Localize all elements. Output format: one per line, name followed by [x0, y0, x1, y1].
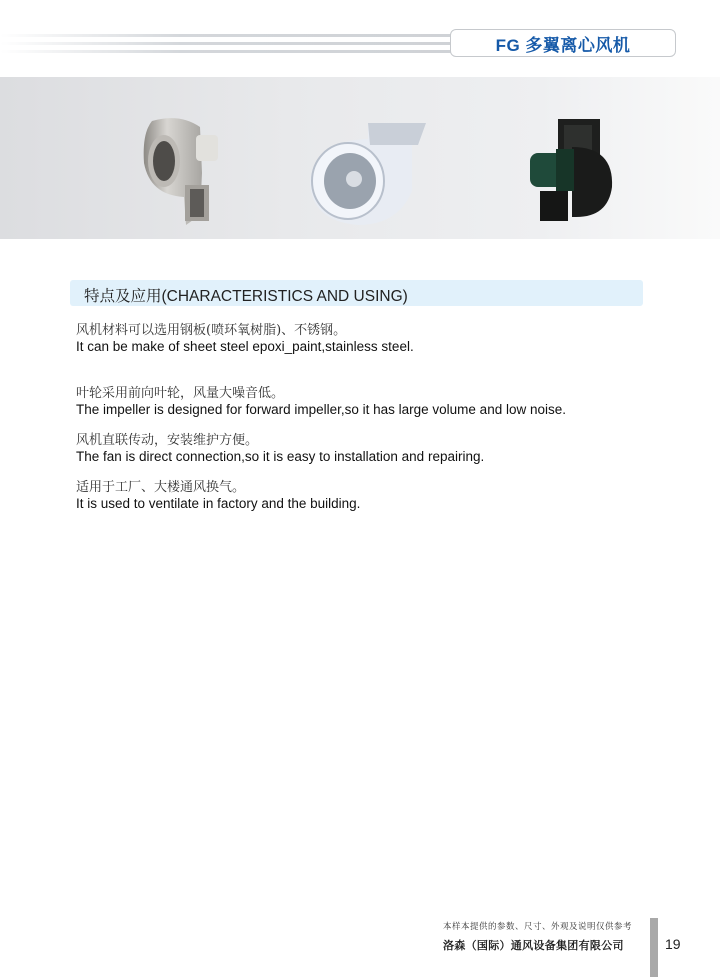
header-decorative-lines: [0, 32, 452, 56]
characteristic-en: It is used to ventilate in factory and the building.: [76, 496, 361, 511]
characteristic-item: [76, 323, 414, 355]
characteristic-item: [76, 386, 566, 418]
characteristics-section-header: [70, 280, 643, 306]
characteristic-cn: 风机材料可以选用钢板(喷环氧树脂)、不锈钢。: [76, 323, 347, 338]
characteristic-item: [76, 433, 484, 465]
section-title: 特点及应用(CHARACTERISTICS AND USING): [84, 288, 408, 305]
stainless-steel-fan-image: [140, 113, 230, 225]
characteristic-en: The impeller is designed for forward impeller,so it has large volume and low noise.: [76, 402, 566, 417]
header-title-box: [450, 29, 676, 57]
footer-disclaimer: 本样本提供的参数、尺寸、外观及说明仅供参考: [443, 921, 633, 931]
epoxy-coated-fan-image: [308, 121, 432, 227]
characteristic-item: [76, 480, 360, 512]
footer-company-name: 洛森（国际）通风设备集团有限公司: [443, 940, 624, 952]
product-banner: [0, 77, 720, 239]
page-number: 19: [665, 936, 681, 952]
footer-divider-bar: [650, 918, 658, 977]
characteristic-cn: 叶轮采用前向叶轮，风量大噪音低。: [76, 386, 285, 401]
black-direct-drive-fan-image: [528, 117, 614, 225]
page-title: FG 多翼离心风机: [495, 35, 631, 55]
characteristic-en: The fan is direct connection,so it is easy to installation and repairing.: [76, 449, 485, 464]
characteristic-cn: 适用于工厂、大楼通风换气。: [76, 480, 246, 495]
characteristic-cn: 风机直联传动，安装维护方便。: [76, 433, 259, 448]
characteristic-en: It can be make of sheet steel epoxi_paint,stainless steel.: [76, 339, 414, 354]
